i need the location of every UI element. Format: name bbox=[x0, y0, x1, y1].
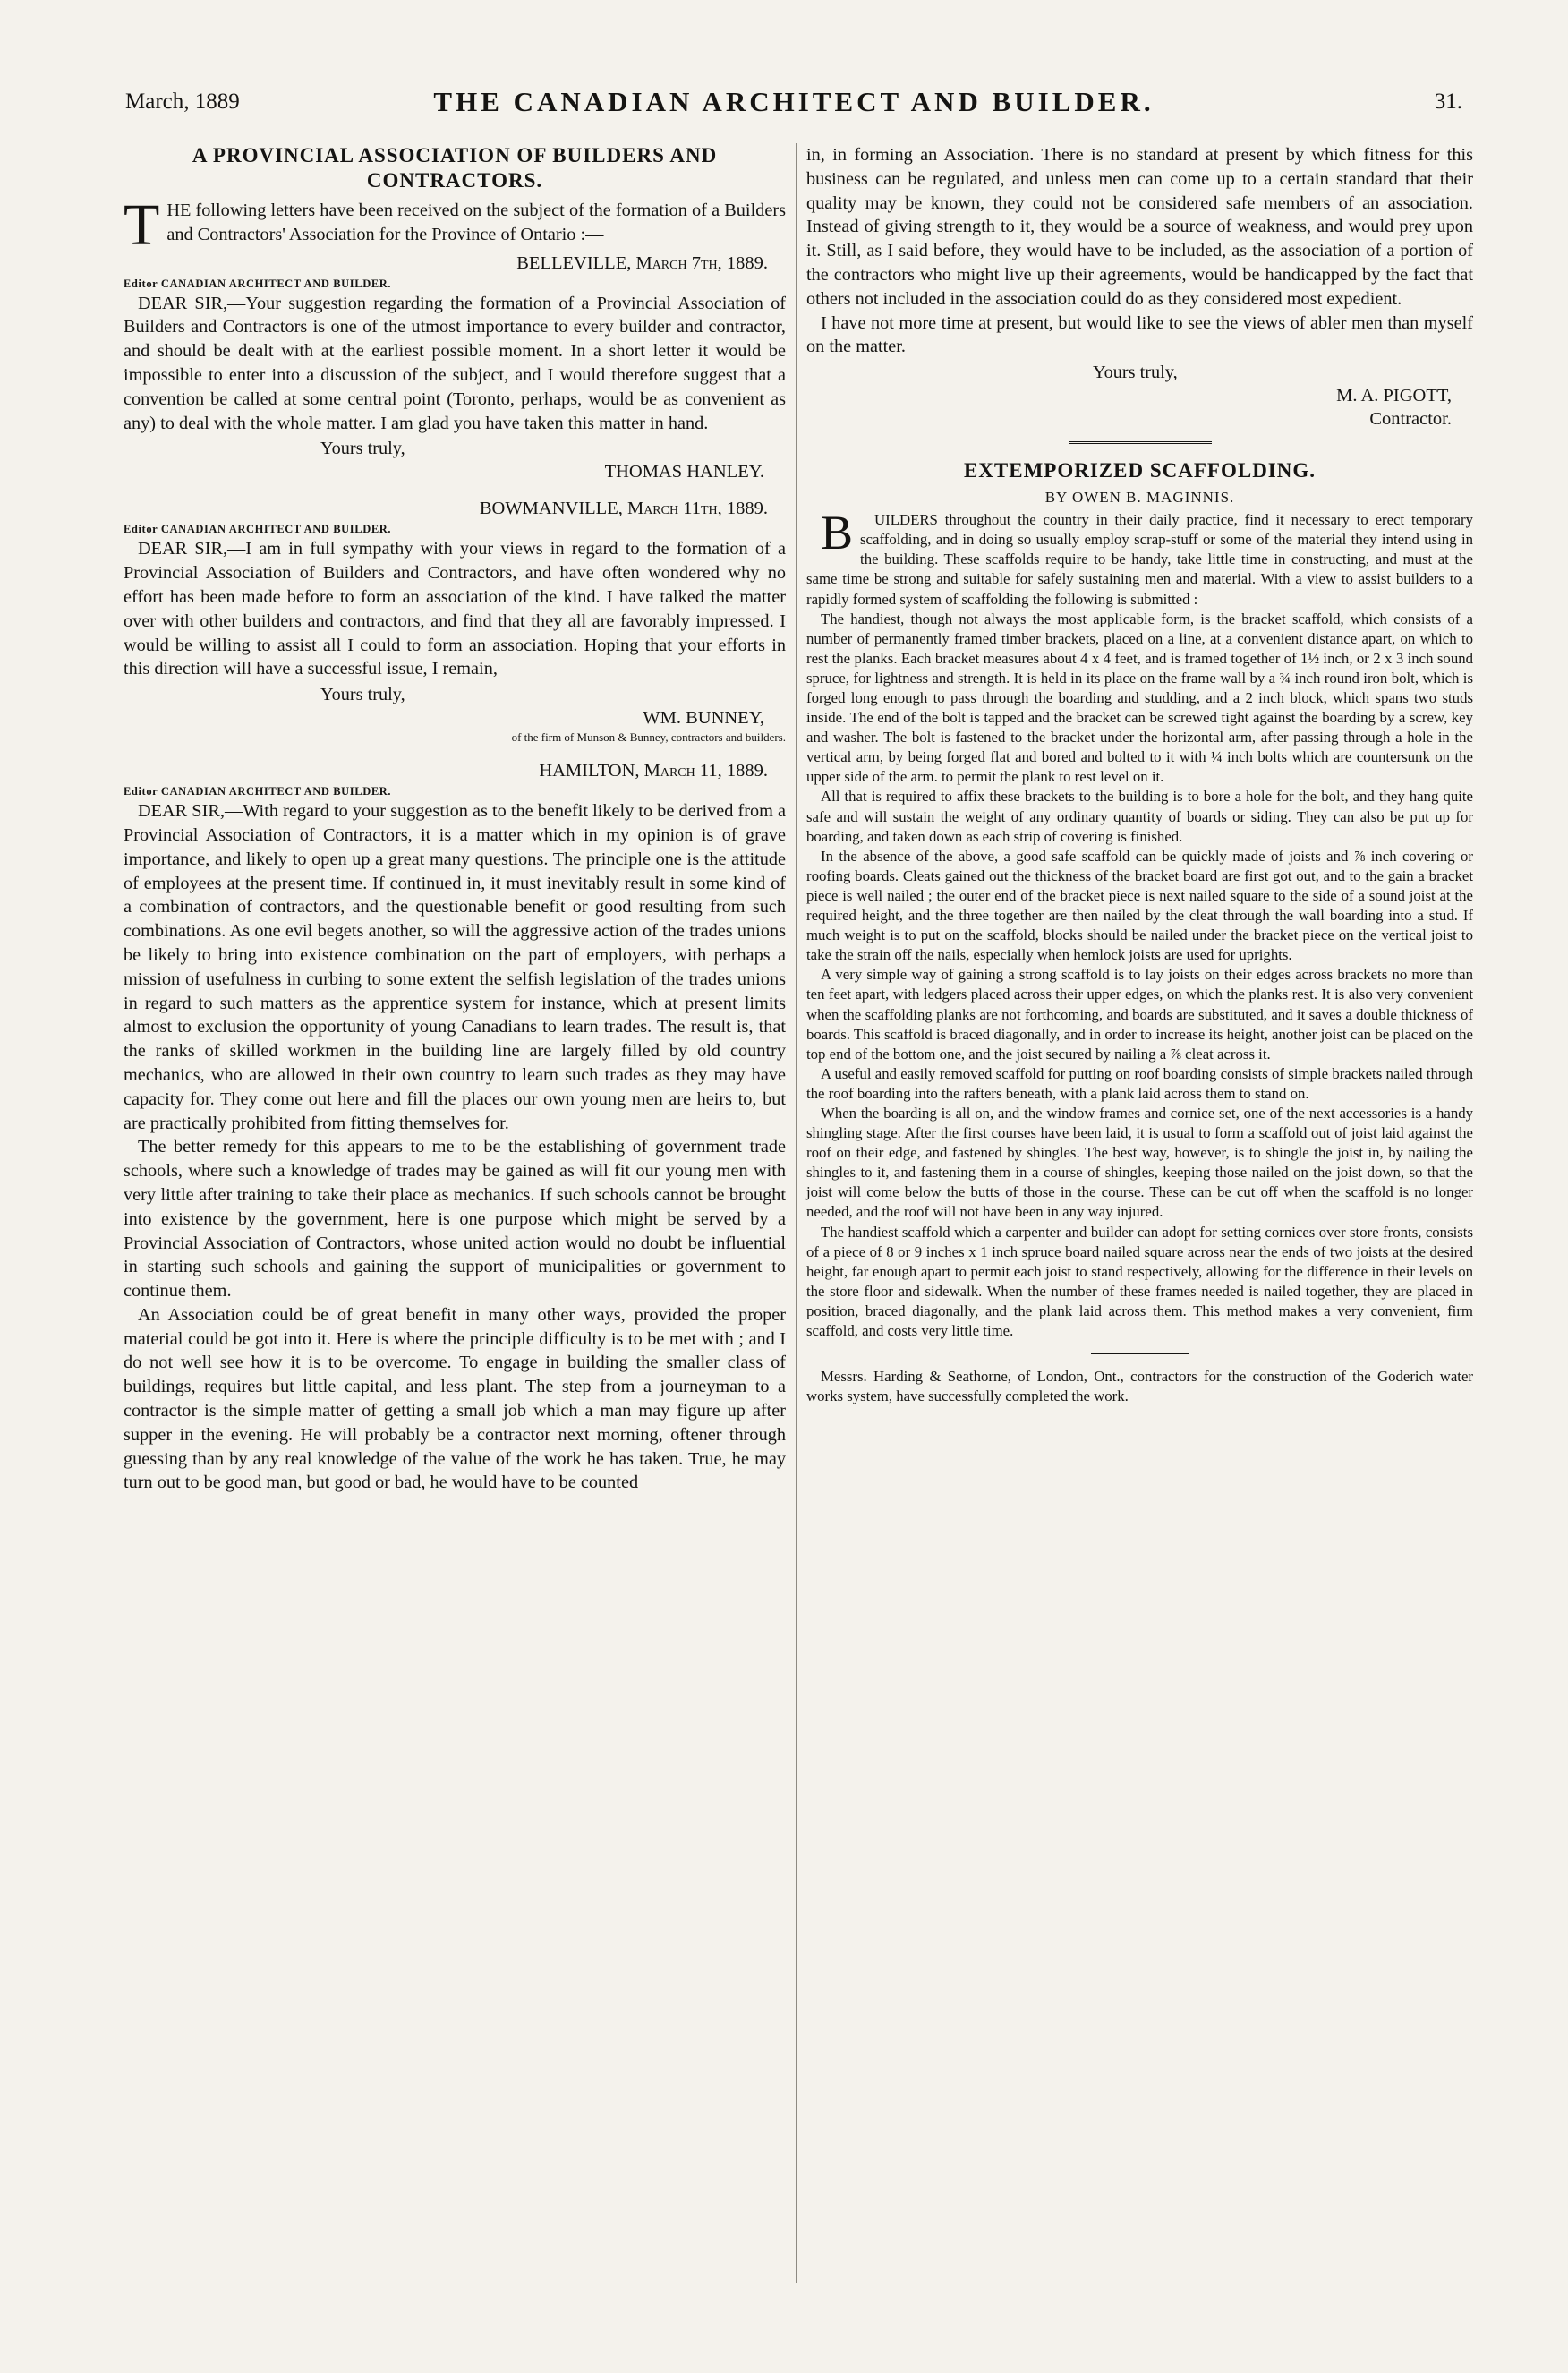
letter1-body: DEAR SIR,—Your suggestion regarding the formation of a Provincial Association of Builders and Contractors is one of the utmost importance to every builder and contractor, and should be dealt with at the earliest possible moment. In a short letter it would be impossible to enter into a discussion of the subject, and I would therefore suggest that a convention be called at some central point (Toronto, perhaps, would be as convenient as any) to deal with the whole matter. I am glad you have taken this matter in hand. bbox=[124, 293, 786, 433]
scaffolding-headline: EXTEMPORIZED SCAFFOLDING. bbox=[963, 459, 1317, 482]
news-notice: Messrs. Harding & Seathorne, of London, Ont., contractors for the construction of the Goderich water works system, have successfully completed the work. bbox=[806, 1368, 1473, 1405]
scaffolding-paragraph: A useful and easily removed scaffold for putting on roof boarding consists of simple brackets nailed through the roof boarding into the rafters beneath, with a plank laid across them to stand on. bbox=[806, 1064, 1473, 1102]
scaffolding-paragraph: The handiest scaffold which a carpenter and builder can adopt for setting cornices over store fronts, consists of a piece of 8 or 9 inches x 1 inch spruce board nailed square across near the ends of two joists at the desired height, far enough apart to permit each joist to stand respectively, allowing for the difference in their levels on the store floor and sidewalk. When the number of these frames needed is nailed together, they are placed in position, braced diagonally, and the plank laid across them. This method makes a very convenient, firm scaffold, and costs very little time. bbox=[806, 1223, 1473, 1340]
letter1-addressee: Editor CANADIAN ARCHITECT AND BUILDER. bbox=[124, 277, 392, 290]
scaffolding-paragraph: A very simple way of gaining a strong scaffold is to lay joists on their edges across brackets no more than ten feet apart, with ledgers placed across their upper edges, on which the planks rest. It is also very convenient when the scaffolding planks are not forthcoming, and boards are substituted, and it saves a double thickness of boards. This scaffold is braced diagonally, and in order to increase its height, another joist can be placed on the top end of the bottom one, and the joist secured by nailing a ⅞ cleat across it. bbox=[806, 966, 1473, 1063]
section-rule bbox=[1069, 441, 1212, 449]
column-divider bbox=[796, 143, 797, 2283]
page-header bbox=[125, 86, 1462, 127]
letter3-paragraph: The better remedy for this appears to me to be the establishing of government trade schools, where such a knowledge of trades may be gained as will fit our young men with very little after training to take their place as mechanics. If such schools cannot be brought into existence by the government, here is one purpose which might be served by a Provincial Association of Contractors, whose united action would no doubt be influential in starting such schools and gaining the support of municipalities or government to continue them. bbox=[124, 1137, 786, 1302]
right-column bbox=[806, 143, 1473, 1406]
letter3-closing: Yours truly, bbox=[1093, 363, 1178, 383]
letter2-body: DEAR SIR,—I am in full sympathy with your views in regard to the formation of a Provincial Association of Builders and Contractors, and have often wondered why no effort has been made before to form an association of the kind. I have talked the matter over with other builders and contractors, and find that they all are favorably impressed. I would be willing to assist all I could to form an association. Hoping that your efforts in this direction will have a successful issue, I remain, bbox=[124, 539, 786, 679]
letter3-paragraph: DEAR SIR,—With regard to your suggestion as to the benefit likely to be derived from a Provincial Association of Contractors, it is a matter which in my opinion is of grave importance, and likely to open up a great many questions. The principle one is the attitude of employees at the present time. If continued in, it must inevitably result in some kind of a combination of contractors, and the questionable benefit or good resulting from such combinations. As one evil begets another, so will the aggressive action of the trades unions be likely to bring into existence combination on the part of employers, with perhaps a mission of usefulness in curbing to some extent the selfish legislation of the trades unions in regard to such matters as the apprentice system for instance, which at present limits almost to exclusion the opportunity of young Canadians to learn trades. The result is, that the ranks of skilled workmen in the building line are largely filled by old country mechanics, who are allowed in their own country to learn such trades as they may have capacity for. They come out here and fill the places our own young men are heirs to, but are practically prohibited from fitting themselves for. bbox=[124, 801, 786, 1133]
publication-title: THE CANADIAN ARCHITECT AND BUILDER. bbox=[433, 86, 1155, 117]
letter3-addressee: Editor CANADIAN ARCHITECT AND BUILDER. bbox=[124, 785, 392, 798]
letter3-signer-title: Contractor. bbox=[1369, 409, 1452, 430]
scaffolding-paragraph: The handiest, though not always the most applicable form, is the bracket scaffold, which consists of a number of permanently framed timber brackets, placed on a line, at a convenient distance apart, on which to rest the planks. Each bracket measures about 4 x 4 feet, and is framed together of 1½ inch, or 2 x 3 inch sound spruce, for lightness and strength. It is held in its place on the frame wall by a ¾ inch round iron bolt, which is forged long enough to pass through the boarding and studding, and a 2 inch block, which spans two studs inside. The end of the bolt is tapped and the bracket can be screwed tight against the boarding by a screw, key and washer. The bolt is fastened to the bracket under the horizontal arm, after passing through a hole in the vertical arm, by being forged flat and bored and bolted to it with ¼ inch bolts which are countersunk on the upper side of the arm. to permit the plank to rest level on it. bbox=[806, 610, 1473, 786]
issue-date: March, 1889 bbox=[125, 90, 240, 114]
letter2-closing: Yours truly, bbox=[320, 685, 405, 705]
letter1-signature: THOMAS HANLEY. bbox=[604, 462, 764, 482]
scaffolding-byline: BY OWEN B. MAGINNIS. bbox=[1044, 489, 1235, 507]
letter2-affiliation: of the firm of Munson & Bunney, contractors and builders. bbox=[511, 730, 786, 745]
letter2-addressee: Editor CANADIAN ARCHITECT AND BUILDER. bbox=[124, 523, 392, 536]
drop-cap: T bbox=[124, 192, 160, 258]
letter2-dateline: BOWMANVILLE, March 11th, 1889. bbox=[479, 499, 768, 519]
scaffolding-paragraph: B UILDERS throughout the country in their daily practice, find it necessary to erect temporary scaffolding, and in doing so usually employ scrap-stuff or some of the material they intend using in the building. These scaffolds require to be handy, take little time in constructing, and must at the same time be strong and suitable for safely sustaining men and material. With a view to assist builders to a rapidly formed system of scaffolding the following is submitted : bbox=[806, 506, 1473, 608]
page-number: 31. bbox=[1434, 90, 1462, 114]
scaffolding-paragraph: In the absence of the above, a good safe scaffold can be quickly made of joists and ⅞ inch covering or roofing boards. Cleats gained out the thickness of the bracket board are first got out, and to the gain a bracket piece is well nailed ; the outer end of the bracket piece is next nailed square to the side of a sound joist at the required height, and the three together are then nailed by the cleat through the wall boarding into a stud. If much weight is to put on the scaffold, blocks should be nailed under the bracket piece on the vertical joist to take the strain off the nails, especially when hemlock joists are used for uprights. bbox=[806, 847, 1473, 964]
letter2-signature: WM. BUNNEY, bbox=[643, 708, 764, 729]
scaffolding-paragraph: When the boarding is all on, and the window frames and cornice set, one of the next accessories is a handy shingling stage. After the first courses have been laid, it is usual to form a scaffold out of joist laid against the roof on their edge, and fastened by shingles. The best way, however, is to shingle the joist in, by nailing the shingles to it, and fastening them in a course of shingles, keeping those nailed on the joist down, so that the joist will come below the butts of those in the course. These can be cut off when the scaffold is no longer needed, and the roof will not have been in any way injured. bbox=[806, 1104, 1473, 1221]
letter3-continued-paragraph: in, in forming an Association. There is no standard at present by which fitness for this business can be regulated, and unless men can come up to a certain standard that their quality may be known, they could not be considered safe members of an association. Instead of giving strength to it, they would be a source of weakness, and would prey upon it. Still, as I said before, they would have to be included, as the association of a portion of the contractors who might live up their agreements, would be handicapped by the fact that others not included in the association could do as they considered most expedient. bbox=[806, 145, 1473, 309]
section-rule bbox=[1091, 1353, 1189, 1354]
article-headline: A PROVINCIAL ASSOCIATION OF BUILDERS AND CONTRACTORS. bbox=[192, 144, 718, 192]
scaffolding-paragraph: All that is required to affix these brackets to the building is to bore a hole for the bolt, and they hang quite safe and will sustain the weight of any ordinary quantity of boards or siding. They can also be put up for boarding, and taken down as each strip of covering is finished. bbox=[806, 788, 1473, 845]
left-column bbox=[124, 143, 786, 1495]
letter3-paragraph: An Association could be of great benefit in many other ways, provided the proper material could be got into it. Here is where the principle difficulty is to be met with ; and I do not well see how it is to be overcome. To engage in building the smaller class of buildings, requires but little capital, and less plant. The step from a journeyman to a contractor is the simple matter of getting a small job which a man may figure up after supper in the evening. He will probably be a contractor next morning, oftener through guessing than by any real knowledge of the value of the work he has taken. True, he may turn out to be good man, but good or bad, he would have to be counted bbox=[124, 1304, 786, 1493]
letter3-signature: M. A. PIGOTT, bbox=[1336, 386, 1452, 406]
letter1-dateline: BELLEVILLE, March 7th, 1889. bbox=[516, 252, 768, 273]
letter3-dateline: HAMILTON, March 11, 1889. bbox=[539, 761, 768, 781]
letter1-closing: Yours truly, bbox=[320, 439, 405, 459]
letter3-continued-paragraph: I have not more time at present, but would like to see the views of abler men than myself on the matter. bbox=[806, 312, 1473, 357]
article-intro: THE following letters have been received on the subject of the formation of a Builders and Contractors' Association for the Province of Ontario :— bbox=[124, 192, 786, 258]
drop-cap: B bbox=[821, 506, 854, 560]
